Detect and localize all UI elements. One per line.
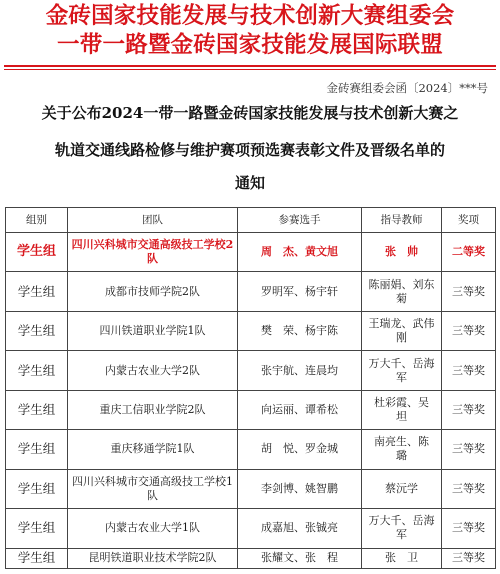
header-team: 团队 — [68, 208, 238, 233]
cell-award: 三等奖 — [442, 311, 496, 350]
cell-team: 四川兴科城市交通高级技工学校1队 — [68, 469, 238, 508]
cell-teacher: 张 卫 — [362, 548, 442, 569]
cell-group: 学生组 — [6, 311, 68, 350]
cell-teacher: 万大千、岳海军 — [362, 509, 442, 548]
cell-players: 胡 悦、罗金城 — [238, 430, 362, 469]
header-players: 参赛选手 — [238, 208, 362, 233]
cell-team: 内蒙古农业大学2队 — [68, 351, 238, 390]
document-number: 金砖赛组委会函〔2024〕***号 — [326, 81, 488, 95]
cell-players: 成嘉旭、张铖亮 — [238, 509, 362, 548]
cell-teacher: 南亮生、陈 璐 — [362, 430, 442, 469]
cell-group: 学生组 — [6, 390, 68, 429]
cell-group: 学生组 — [6, 430, 68, 469]
cell-teacher: 王瑞龙、武伟刚 — [362, 311, 442, 350]
subject-line-3: 通知 — [234, 174, 265, 192]
table-row — [6, 430, 496, 469]
cell-players: 张耀文、张 程 — [238, 548, 362, 569]
cell-team: 重庆工信职业学院2队 — [68, 390, 238, 429]
header-award: 奖项 — [442, 208, 496, 233]
cell-group: 学生组 — [6, 272, 68, 311]
cell-group: 学生组 — [6, 548, 68, 569]
cell-players: 向运丽、谭希松 — [238, 390, 362, 429]
table-row — [6, 311, 496, 350]
table-row — [6, 469, 496, 508]
red-divider-thin — [4, 69, 496, 70]
cell-team: 成都市技师学院2队 — [68, 272, 238, 311]
cell-team: 昆明铁道职业技术学院2队 — [68, 548, 238, 569]
cell-team: 四川铁道职业学院1队 — [68, 311, 238, 350]
cell-teacher: 张 帅 — [362, 233, 442, 272]
table-row — [6, 509, 496, 548]
red-divider-thick — [4, 65, 496, 67]
table-row — [6, 272, 496, 311]
cell-award: 三等奖 — [442, 548, 496, 569]
cell-group: 学生组 — [6, 233, 68, 272]
table-row — [6, 548, 496, 569]
cell-award: 三等奖 — [442, 351, 496, 390]
cell-team: 重庆移通学院1队 — [68, 430, 238, 469]
cell-teacher: 杜彩霞、吴 坦 — [362, 390, 442, 429]
cell-group: 学生组 — [6, 351, 68, 390]
cell-award: 二等奖 — [442, 233, 496, 272]
cell-group: 学生组 — [6, 469, 68, 508]
cell-teacher: 蔡沅学 — [362, 469, 442, 508]
cell-teacher: 陈丽娟、刘东菊 — [362, 272, 442, 311]
cell-group: 学生组 — [6, 509, 68, 548]
subject-line-2: 轨道交通线路检修与维护赛项预选赛表彰文件及晋级名单的 — [54, 141, 445, 159]
cell-award: 三等奖 — [442, 272, 496, 311]
cell-players: 李剑博、姚智鹏 — [238, 469, 362, 508]
cell-players: 张宇航、连晨均 — [238, 351, 362, 390]
cell-award: 三等奖 — [442, 469, 496, 508]
cell-teacher: 万大千、岳海军 — [362, 351, 442, 390]
table-row — [6, 390, 496, 429]
cell-team: 四川兴科城市交通高级技工学校2队 — [68, 233, 238, 272]
cell-players: 樊 荣、杨宇陈 — [238, 311, 362, 350]
subject-line-1: 关于公布2024一带一路暨金砖国家技能发展与技术创新大赛之 — [41, 104, 459, 122]
table-row — [6, 351, 496, 390]
header-group: 组别 — [6, 208, 68, 233]
issuer-title-line-2: 一带一路暨金砖国家技能发展国际联盟 — [57, 32, 443, 58]
cell-players: 罗明军、杨宇轩 — [238, 272, 362, 311]
cell-players: 周 杰、黄文旭 — [238, 233, 362, 272]
cell-award: 三等奖 — [442, 390, 496, 429]
issuer-title-line-1: 金砖国家技能发展与技术创新大赛组委会 — [45, 3, 455, 29]
cell-award: 三等奖 — [442, 430, 496, 469]
award-results-table — [5, 207, 496, 569]
table-row — [6, 233, 496, 272]
cell-award: 三等奖 — [442, 509, 496, 548]
header-teacher: 指导教师 — [362, 208, 442, 233]
cell-team: 内蒙古农业大学1队 — [68, 509, 238, 548]
table-header-row — [6, 208, 496, 233]
